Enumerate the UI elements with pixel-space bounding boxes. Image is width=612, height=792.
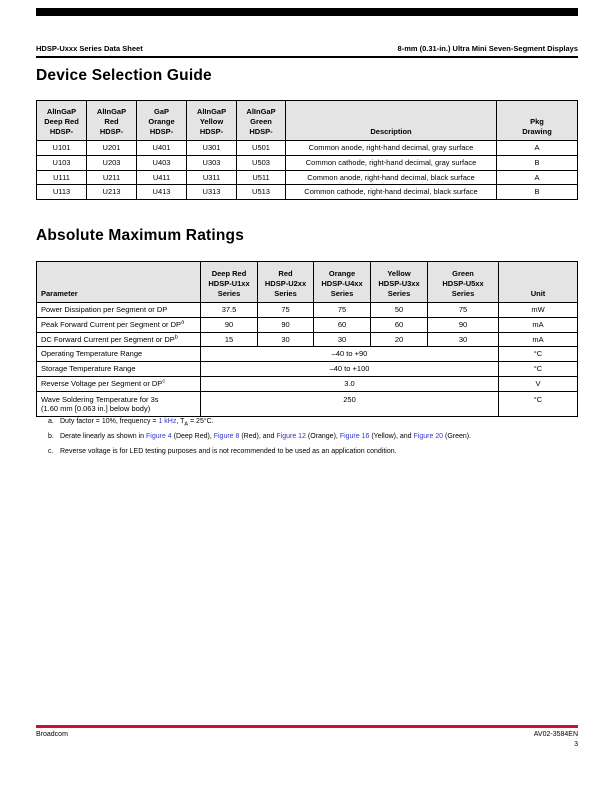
- parameter-cell: Wave Soldering Temperature for 3s (1.60 mm [0.063 in.] below body): [37, 391, 201, 417]
- table-row: [37, 170, 578, 185]
- figure-4-link[interactable]: Figure 4: [146, 432, 172, 440]
- header-left-text: HDSP-Uxxx Series Data Sheet: [36, 44, 143, 53]
- section-title-device-selection-guide: Device Selection Guide: [36, 67, 212, 84]
- 1khz-link[interactable]: 1 kHz: [158, 418, 177, 425]
- table-row: [37, 317, 578, 332]
- col-header-deep-red-series: Deep Red HDSP-U1xx Series: [201, 262, 258, 303]
- part-number: U503: [237, 155, 286, 170]
- col-header-green-series: Green HDSP-U5xx Series: [428, 262, 499, 303]
- page-header: [36, 44, 578, 53]
- absolute-maximum-ratings-table-wrapper: [36, 261, 578, 417]
- part-number: U413: [137, 185, 187, 200]
- part-number: U101: [37, 141, 87, 156]
- value-cell: 15: [201, 332, 258, 347]
- footnote-marker-a: a: [181, 319, 185, 326]
- parameter-cell: DC Forward Current per Segment or $DP^b$: [37, 332, 201, 347]
- value-cell: 60: [371, 317, 428, 332]
- part-number: U301: [187, 141, 237, 156]
- figure-8-link[interactable]: Figure 8: [213, 432, 240, 440]
- footer-red-bar: [36, 725, 578, 728]
- unit-cell: mA: [499, 317, 578, 332]
- footnote-a: [48, 417, 568, 426]
- spanned-value-cell: –40 to +100: [201, 362, 499, 377]
- footnote-b: [48, 432, 568, 441]
- part-number: U501: [237, 141, 286, 156]
- value-cell: 90: [258, 317, 314, 332]
- part-number: U213: [87, 185, 137, 200]
- pkg-drawing-cell: A: [497, 141, 578, 156]
- part-number: U111: [37, 170, 87, 185]
- part-number: U403: [137, 155, 187, 170]
- header-right-text: 8-mm (0.31-in.) Ultra Mini Seven-Segment Displays: [397, 44, 578, 53]
- table-row: [37, 362, 578, 377]
- footnote-a-marker: a.: [48, 418, 54, 425]
- part-number: U411: [137, 170, 187, 185]
- part-number: U313: [187, 185, 237, 200]
- footnote-c-text: Reverse voltage is for LED testing purposes and is not recommended to be used as an application condition.: [60, 447, 397, 455]
- table-row: [37, 155, 578, 170]
- part-number: U311: [187, 170, 237, 185]
- top-black-bar: [36, 8, 578, 16]
- table-row: [37, 347, 578, 362]
- footnote-marker-b: b: [174, 334, 178, 340]
- device-selection-table: [36, 100, 578, 200]
- unit-cell: V: [499, 376, 578, 391]
- pkg-drawing-cell: A: [497, 170, 578, 185]
- value-cell: 50: [371, 303, 428, 318]
- description-cell: Common cathode, right-hand decimal, black surface: [286, 185, 497, 200]
- part-number: U511: [237, 170, 286, 185]
- parameter-cell: Storage Temperature Range: [37, 362, 201, 377]
- parameter-cell: Operating Temperature Range: [37, 347, 201, 362]
- unit-cell: mA: [499, 332, 578, 347]
- footer-doc-number: AV02-3584EN: [533, 731, 578, 738]
- col-header-yellow-series: Yellow HDSP-U3xx Series: [371, 262, 428, 303]
- device-selection-table-wrapper: [36, 100, 578, 200]
- footnote-c: [48, 447, 568, 456]
- page-footer: [36, 731, 578, 738]
- spanned-value-cell: –40 to +90: [201, 347, 499, 362]
- footnote-marker-c: c: [162, 378, 166, 385]
- part-number: U303: [187, 155, 237, 170]
- col-header-parameter: Parameter: [37, 262, 201, 303]
- value-cell: 75: [428, 303, 499, 318]
- part-number: U211: [87, 170, 137, 185]
- part-number: U203: [87, 155, 137, 170]
- footer-company: Broadcom: [36, 731, 68, 738]
- unit-cell: mW: [499, 303, 578, 318]
- col-header-pkg-drawing: Pkg Drawing: [497, 101, 578, 141]
- spanned-value-cell: 250: [201, 391, 499, 417]
- table-row: [37, 303, 578, 318]
- part-number: U113: [37, 185, 87, 200]
- header-rule: [36, 56, 578, 58]
- absolute-maximum-ratings-table: [36, 261, 578, 417]
- value-cell: 75: [258, 303, 314, 318]
- col-header-green: AlInGaP Green HDSP-: [237, 101, 286, 141]
- col-header-yellow: AlInGaP Yellow HDSP-: [187, 101, 237, 141]
- unit-cell: °C: [499, 347, 578, 362]
- value-cell: 75: [314, 303, 371, 318]
- value-cell: 60: [314, 317, 371, 332]
- description-cell: Common cathode, right-hand decimal, gray surface: [286, 155, 497, 170]
- value-cell: 30: [314, 332, 371, 347]
- table-row: [37, 376, 578, 391]
- col-header-description: Description: [286, 101, 497, 141]
- figure-20-link[interactable]: Figure 20: [413, 432, 444, 440]
- section-title-absolute-maximum-ratings: Absolute Maximum Ratings: [36, 227, 245, 244]
- description-cell: Common anode, right-hand decimal, gray surface: [286, 141, 497, 156]
- unit-cell: °C: [499, 362, 578, 377]
- col-header-orange-series: Orange HDSP-U4xx Series: [314, 262, 371, 303]
- value-cell: 37.5: [201, 303, 258, 318]
- footer-page-number: 3: [574, 741, 578, 748]
- table-row: [37, 332, 578, 347]
- value-cell: 30: [428, 332, 499, 347]
- pkg-drawing-cell: B: [497, 185, 578, 200]
- table-row: [37, 141, 578, 156]
- parameter-cell: Power Dissipation per Segment or DP: [37, 303, 201, 318]
- spanned-value-cell: 3.0: [201, 376, 499, 391]
- footnote-c-marker: c.: [48, 447, 54, 455]
- footnote-b-marker: b.: [48, 432, 54, 440]
- col-header-unit: Unit: [499, 262, 578, 303]
- part-number: U201: [87, 141, 137, 156]
- col-header-orange: GaP Orange HDSP-: [137, 101, 187, 141]
- value-cell: 20: [371, 332, 428, 347]
- table-header-row: [37, 101, 578, 141]
- value-cell: 30: [258, 332, 314, 347]
- part-number: U513: [237, 185, 286, 200]
- table-row: [37, 391, 578, 417]
- description-cell: Common anode, right-hand decimal, black surface: [286, 170, 497, 185]
- figure-12-link[interactable]: Figure 12: [276, 432, 306, 440]
- part-number: U103: [37, 155, 87, 170]
- footnote-b-text: Derate linearly as shown in Figure 4 (Deep Red), Figure 8 (Red), and Figure 12 (Orange), Figure 16 (Yellow), and Figure 20 (Green).: [60, 432, 472, 440]
- parameter-cell: Reverse Voltage per Segment or $DP^c$: [37, 376, 201, 391]
- part-number: U401: [137, 141, 187, 156]
- unit-cell: °C: [499, 391, 578, 417]
- footnotes: [48, 417, 568, 462]
- parameter-cell: Peak Forward Current per Segment or $DP^a$: [37, 317, 201, 332]
- value-cell: 90: [428, 317, 499, 332]
- pkg-drawing-cell: B: [497, 155, 578, 170]
- col-header-red: AlInGaP Red HDSP-: [87, 101, 137, 141]
- table-header-row: [37, 262, 578, 303]
- figure-16-link[interactable]: Figure 16: [339, 432, 370, 440]
- col-header-deep-red: AlInGaP Deep Red HDSP-: [37, 101, 87, 141]
- value-cell: 90: [201, 317, 258, 332]
- footnote-a-text: Duty factor = 10%, frequency = 1 kHz, $T_A = 25^\circ C$.: [60, 418, 214, 428]
- col-header-red-series: Red HDSP-U2xx Series: [258, 262, 314, 303]
- table-row: [37, 185, 578, 200]
